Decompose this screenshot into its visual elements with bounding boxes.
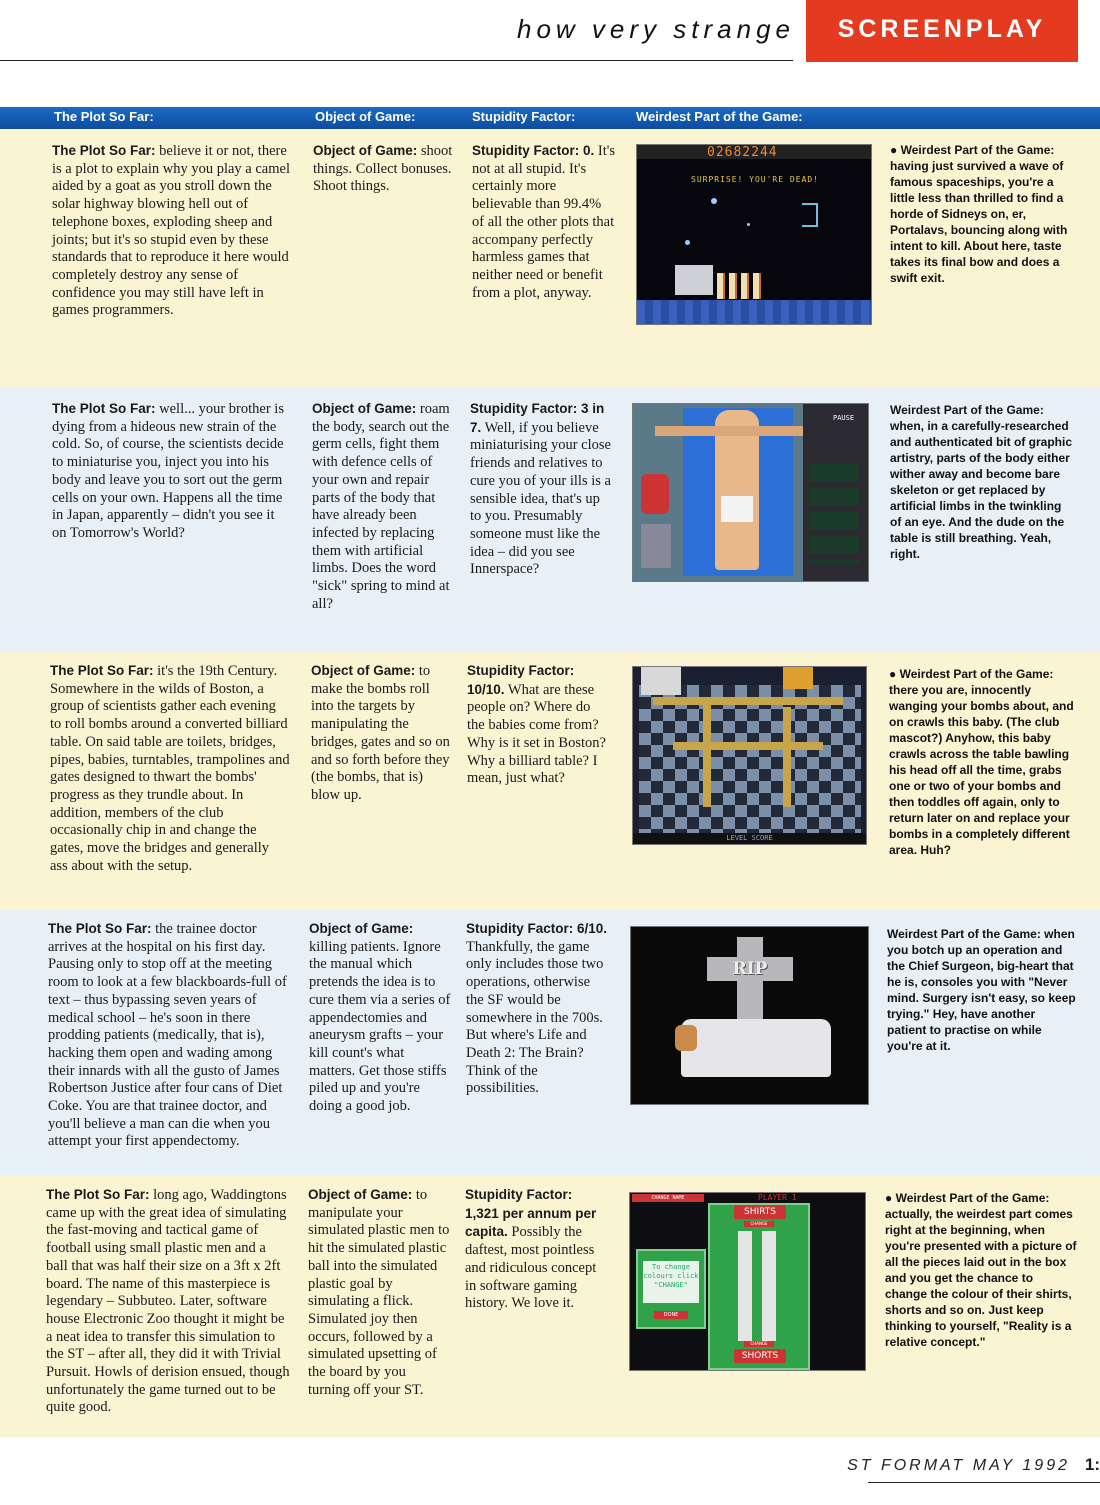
- stupidity-label: Stupidity Factor: 6/10.: [466, 921, 608, 936]
- plot-text: [48, 920, 290, 1151]
- stupidity-text: [467, 662, 610, 788]
- stupidity-label: Stupidity Factor: 1,321 per annum per capita.: [465, 1187, 597, 1240]
- plot-label: The Plot So Far:: [46, 1187, 150, 1202]
- page-number: 1:: [1084, 1455, 1100, 1474]
- stupidity-body: Thankfully, the game only includes those two operations, otherwise the SF would be somewhere in the 700s. But where's Life and Death 2: The Brain? Think of the possibilities.: [466, 938, 604, 1097]
- star: [685, 240, 690, 245]
- object-label: Object of Game:: [311, 663, 416, 678]
- change-shirts-button: CHANGE: [744, 1221, 774, 1227]
- plot-body: the trainee doctor arrives at the hospital on his first day. Pausing only to stop off at the meeting room to look at a few blackboards-full of text – thus bypassing seven years of medical school – he's soon in there prodding patients (medically, that is), hacking them open and wading among their innards with all the gusto of James Robertson Justice after four cans of Diet Coke. You are that trainee doctor, and you'll believe a man can die when you attempt your first appendectomy.: [48, 921, 287, 1150]
- stupidity-label: Stupidity Factor: 10/10.: [467, 663, 575, 697]
- equipment-icon: [641, 474, 669, 514]
- game-row-2: [0, 387, 1100, 652]
- section-tagline: how very strange: [517, 14, 795, 44]
- plot-body: long ago, Waddingtons came up with the great idea of simulating the fast-moving and tactical game of football using small plastic men and a ball that was half their size on a 3ft x 2ft board. The name of this masterpiece is legendary – Subbuteo. Later, software house Electronic Zoo thought it might be a neat idea to transfer this simulation to the ST – after all, they did it with Trivial Pursuit. Howls of derision ensued, though unfortunately the game turned out to be quite good.: [46, 1187, 290, 1416]
- object-body: roam the body, search out the germ cells, fight them with defence cells of your own and repair parts of the body that have already been infected by replacing them with artificial limbs. Does the word "sick" spring to mind at all?: [312, 401, 450, 612]
- section-title: SCREENPLAY: [806, 0, 1078, 62]
- weirdest-text: Weirdest Part of the Game: when you botch up an operation and the Chief Surgeon, big-heart that he is, consoles you with "Never mind. Surgery isn't easy, so keep trying." Hey, have another patient to practise on while you're at it.: [887, 927, 1076, 1053]
- stupidity-body: It's not at all stupid. It's certainly more believable than 99.4% of all the other plots that accompany perfectly harmless games that neither need or benefit from a plot, anyway.: [472, 143, 616, 301]
- tagline-rule: [0, 60, 793, 61]
- star: [711, 198, 717, 204]
- stupidity-text: [470, 400, 613, 579]
- stupidity-text: [466, 920, 611, 1098]
- done-button: DONE: [654, 1311, 688, 1319]
- plot-label: The Plot So Far:: [52, 143, 156, 158]
- column-header-bar: [0, 107, 1100, 129]
- stupidity-body: What are these people on? Where do the babies come from? Why is it set in Boston? Why a billiard table? I mean, just what?: [467, 681, 606, 787]
- covered-body-sheet: [681, 1019, 831, 1077]
- object-body: shoot things. Collect bonuses. Shoot things.: [313, 143, 453, 195]
- column-header-object: Object of Game:: [315, 109, 416, 124]
- screenshot-subbuteo-kit-select: [629, 1192, 866, 1371]
- toilet-sprite: [641, 667, 681, 695]
- pipe-track: [653, 697, 843, 705]
- skeleton-sprite: [675, 265, 713, 295]
- score-readout: 02682244: [707, 145, 778, 160]
- plot-text: [50, 662, 290, 875]
- stupidity-label: Stupidity Factor: 3 in 7.: [470, 401, 605, 435]
- patient-shorts: [721, 496, 753, 522]
- plot-text: [52, 400, 292, 543]
- shirts-label: SHIRTS: [734, 1205, 786, 1219]
- bin-icon: [641, 524, 671, 568]
- screenshot-space-shooter: [636, 144, 872, 325]
- level-score-strip: LEVEL SCORE: [633, 833, 866, 844]
- object-label: Object of Game:: [309, 921, 414, 936]
- game-row-5: [0, 1175, 1100, 1437]
- tombstone-inscription: RIP: [732, 959, 768, 979]
- object-label: Object of Game:: [312, 401, 417, 416]
- column-header-weirdest: Weirdest Part of the Game:: [636, 109, 803, 124]
- object-text: [313, 142, 453, 196]
- pause-label: PAUSE: [833, 414, 855, 422]
- object-label: Object of Game:: [313, 143, 418, 158]
- player-label: PLAYER 1: [758, 1193, 797, 1202]
- cross-upright: [737, 937, 763, 1027]
- screenshot-surgery-tombstone: [630, 926, 869, 1105]
- screenshot-billiard-table: [632, 666, 867, 845]
- plot-body: believe it or not, there is a plot to explain why you play a camel aided by a goat as you stroll down the solar highway blowing hell out of telephone boxes, exploding sheep and joints; but it's so stupid even by these standards that to reproduce it here would completely destroy any sense of confidence you may still have left in games programmers.: [52, 143, 290, 319]
- object-text: [311, 662, 451, 805]
- plot-label: The Plot So Far:: [52, 401, 156, 416]
- object-text: [308, 1186, 450, 1399]
- baby-sprite: [783, 667, 813, 689]
- game-row-1: [0, 129, 1100, 387]
- pipe-track: [783, 707, 791, 807]
- help-panel: [636, 1249, 706, 1329]
- stupidity-label: Stupidity Factor: 0.: [472, 143, 595, 158]
- camel-herd-sprite: [717, 273, 765, 299]
- ground-strip: [637, 300, 871, 324]
- stupidity-body: Possibly the daftest, most pointless and ridiculous concept in software gaming history. We love it.: [465, 1224, 597, 1312]
- stupidity-text: [465, 1186, 608, 1313]
- object-body: to make the bombs roll into the targets by manipulating the bridges, gates and so on and so forth before they (the bombs, that is) blow up.: [311, 663, 450, 803]
- object-label: Object of Game:: [308, 1187, 413, 1202]
- game-row-4: [0, 910, 1100, 1175]
- player-figures: [738, 1231, 784, 1341]
- help-text: To change colours click "CHANGE": [643, 1261, 699, 1303]
- plot-body: it's the 19th Century. Somewhere in the wilds of Boston, a group of scientists gather each evening to roll bombs around a converted billiard table. On said table are toilets, bridges, pipes, babies, turntables, trampolines and gates designed to thwart the bombs' progress as they trundle about. In addition, members of the club occasionally chip in and change the gates, move the bridges and generally ass about with the setup.: [50, 663, 290, 874]
- weirdest-text: ● Weirdest Part of the Game: having just survived a wave of famous spaceships, you're a little less than thrilled to find a horde of Sidneys on, er, Portalavs, bouncing along with intent to kill. About here, taste takes its final bow and does a swift exit.: [890, 143, 1068, 285]
- stupidity-body: Well, if you believe miniaturising your close friends and relatives to cure you of your ills is a sensible idea, that's up to you. Presumably someone must like the idea – did you see Innerspace?: [470, 419, 611, 578]
- object-text: [312, 400, 452, 613]
- weirdest-text: ● Weirdest Part of the Game: there you are, innocently wanging your bombs about, and on crawls this baby. (The club mascot?) Anyhow, this baby crawls across the table bawling his head off all the time, grabs one or two of your bombs and then toddles off again, only to return later on and replace your bombs in a completely different area. Huh?: [889, 667, 1074, 857]
- patient-feet: [675, 1025, 697, 1051]
- change-name-button: CHANGE NAME: [632, 1194, 704, 1202]
- weirdest-text: ● Weirdest Part of the Game: actually, the weirdest part comes right at the beginning, when you're presented with a picture of all the pieces laid out in the box and you get the chance to change the colour of their shirts, shorts and so on. Just keep thinking to yourself, "Reality is a relative concept.": [885, 1191, 1077, 1349]
- pipe-sprite: [802, 203, 818, 227]
- star: [747, 223, 750, 226]
- status-readouts: [809, 464, 859, 564]
- magazine-folio: ST FORMAT MAY 1992: [847, 1457, 1070, 1474]
- footer-rule: [868, 1482, 1100, 1483]
- plot-label: The Plot So Far:: [48, 921, 152, 936]
- plot-text: [52, 142, 292, 320]
- change-shorts-button: CHANGE: [744, 1341, 774, 1347]
- object-body: killing patients. Ignore the manual which pretends the idea is to cure them via a series of appendectomies and aneurysm grafts – your kill count's what matters. Get those stiffs piled up and you're doing a good job.: [309, 938, 451, 1115]
- checkered-board: [639, 685, 861, 833]
- death-message: SURPRISE! YOU'RE DEAD!: [691, 175, 819, 184]
- shorts-label: SHORTS: [734, 1349, 786, 1363]
- pipe-track: [673, 742, 823, 750]
- screenshot-body-operation: [632, 403, 869, 582]
- plot-label: The Plot So Far:: [50, 663, 154, 678]
- stupidity-text: [472, 142, 615, 302]
- object-text: [309, 920, 451, 1116]
- pipe-track: [703, 697, 711, 807]
- weirdest-text: Weirdest Part of the Game: when, in a carefully-researched and authenticated bit of graphic artistry, parts of the body either wither away and become bare skeleton or get replaced by artificial limbs in the twinkling of an eye. And the dude on the table is still breathing. Yeah, right.: [890, 403, 1073, 561]
- patient-arms: [655, 426, 815, 436]
- plot-text: [46, 1186, 290, 1417]
- game-row-3: [0, 652, 1100, 910]
- masthead: [0, 0, 1100, 100]
- plot-body: well... your brother is dying from a hideous new strain of the cold. So, of course, the scientists decide to miniaturise you, inject you into his body and leave you to sort out the germ cells on your own. Happens all the time in Japan, apparently – didn't you see it on Tomorrow's World?: [52, 401, 284, 541]
- object-body: to manipulate your simulated plastic men to hit the simulated plastic ball into the simulated plastic goal by simulating a flick. Simulated joy then occurs, followed by a simulated upsetting of the board by you turning off your ST.: [308, 1187, 450, 1398]
- column-header-plot: The Plot So Far:: [54, 109, 154, 124]
- column-header-stupidity: Stupidity Factor:: [472, 109, 576, 124]
